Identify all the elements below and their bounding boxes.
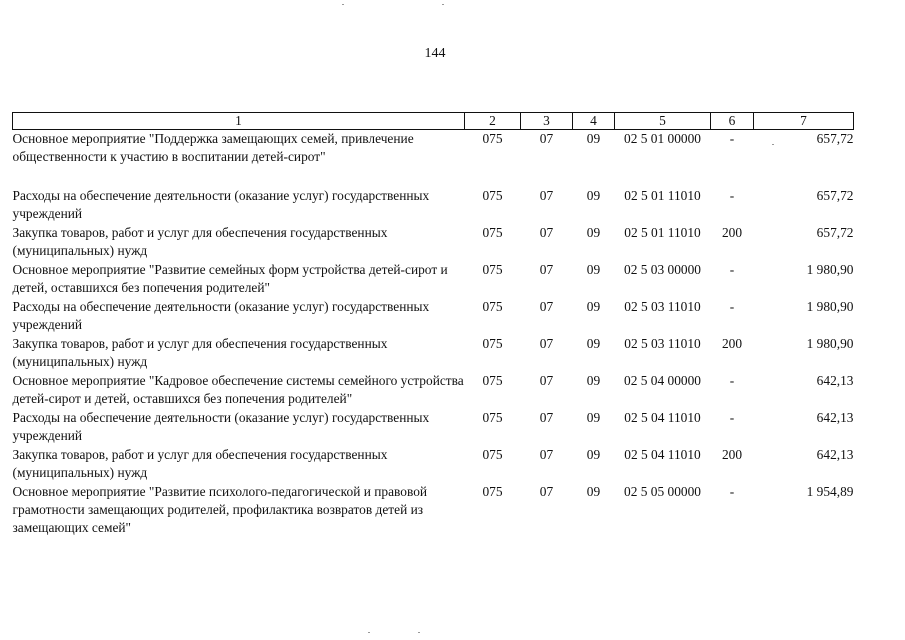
row-code-expense-type: 200 — [721, 336, 743, 351]
row-code-ministry: 075 — [482, 484, 503, 499]
row-amount: 642,13 — [816, 410, 854, 425]
row-code-section: 07 — [539, 336, 554, 351]
row-name: Расходы на обеспечение деятельности (оказание услуг) государственных учреждений — [12, 410, 430, 443]
table-row — [13, 187, 854, 224]
row-code-target: 02 5 05 00000 — [624, 484, 701, 499]
table-row — [13, 446, 854, 483]
row-code-section: 07 — [539, 484, 554, 499]
row-code-ministry: 075 — [482, 262, 503, 277]
table-row — [13, 483, 854, 538]
row-code-expense-type: - — [729, 131, 735, 146]
row-name: Закупка товаров, работ и услуг для обеспечения государственных (муниципальных) нужд — [12, 336, 388, 369]
row-code-target: 02 5 04 00000 — [624, 373, 701, 388]
row-code-subsection: 09 — [586, 410, 601, 425]
table-row — [13, 261, 854, 298]
row-code-ministry: 075 — [482, 447, 503, 462]
page-number: 144 — [424, 46, 446, 61]
row-code-subsection: 09 — [586, 299, 601, 314]
row-name: Расходы на обеспечение деятельности (оказание услуг) государственных учреждений — [12, 299, 430, 332]
scan-speck — [342, 4, 344, 5]
row-name: Закупка товаров, работ и услуг для обеспечения государственных (муниципальных) нужд — [12, 225, 388, 258]
row-code-subsection: 09 — [586, 336, 601, 351]
row-code-section: 07 — [539, 447, 554, 462]
scan-speck — [418, 632, 420, 633]
column-header-2: 2 — [465, 113, 521, 130]
scan-speck — [772, 144, 774, 145]
row-code-subsection: 09 — [586, 262, 601, 277]
row-code-ministry: 075 — [482, 410, 503, 425]
row-code-expense-type: - — [729, 373, 735, 388]
row-code-ministry: 075 — [482, 336, 503, 351]
table-header-row — [13, 113, 854, 130]
row-code-expense-type: - — [729, 262, 735, 277]
row-code-ministry: 075 — [482, 188, 503, 203]
row-code-section: 07 — [539, 188, 554, 203]
row-code-subsection: 09 — [586, 373, 601, 388]
scan-speck — [442, 4, 444, 5]
row-code-expense-type: 200 — [721, 225, 743, 240]
column-header-1: 1 — [13, 113, 465, 130]
row-code-target: 02 5 03 00000 — [624, 262, 701, 277]
table-row — [13, 372, 854, 409]
row-code-ministry: 075 — [482, 225, 503, 240]
row-code-ministry: 075 — [482, 131, 503, 146]
row-code-section: 07 — [539, 262, 554, 277]
row-code-expense-type: - — [729, 188, 735, 203]
column-header-3: 3 — [521, 113, 573, 130]
table-row — [13, 130, 854, 188]
row-amount: 642,13 — [816, 373, 854, 388]
row-code-ministry: 075 — [482, 373, 503, 388]
table-row — [13, 409, 854, 446]
row-amount: 1 980,90 — [806, 299, 854, 314]
row-code-section: 07 — [539, 225, 554, 240]
column-header-4: 4 — [573, 113, 615, 130]
row-name: Основное мероприятие "Кадровое обеспечение системы семейного устройства детей-сирот и детей, оставшихся без попечения родителей" — [12, 373, 464, 406]
row-code-target: 02 5 01 11010 — [624, 188, 701, 203]
row-code-expense-type: 200 — [721, 447, 743, 462]
table-row — [13, 298, 854, 335]
row-code-target: 02 5 04 11010 — [624, 410, 701, 425]
table-row — [13, 335, 854, 372]
row-amount: 1 954,89 — [806, 484, 854, 499]
row-amount: 1 980,90 — [806, 336, 854, 351]
scan-speck — [368, 632, 370, 633]
row-name: Закупка товаров, работ и услуг для обеспечения государственных (муниципальных) нужд — [12, 447, 388, 480]
budget-table — [12, 112, 854, 538]
column-header-6: 6 — [711, 113, 754, 130]
column-header-5: 5 — [615, 113, 711, 130]
row-code-subsection: 09 — [586, 225, 601, 240]
row-code-target: 02 5 01 00000 — [624, 131, 701, 146]
row-name: Расходы на обеспечение деятельности (оказание услуг) государственных учреждений — [12, 188, 430, 221]
column-header-7: 7 — [754, 113, 854, 130]
row-code-target: 02 5 03 11010 — [624, 336, 701, 351]
row-amount: 657,72 — [816, 225, 854, 240]
row-amount: 657,72 — [816, 131, 854, 146]
row-code-expense-type: - — [729, 299, 735, 314]
row-amount: 642,13 — [816, 447, 854, 462]
table-row — [13, 224, 854, 261]
row-name: Основное мероприятие "Поддержка замещающих семей, привлечение общественности к участию в воспитании детей-сирот" — [12, 131, 414, 164]
row-amount: 657,72 — [816, 188, 854, 203]
row-name: Основное мероприятие "Развитие семейных форм устройства детей-сирот и детей, оставшихся без попечения родителей" — [12, 262, 448, 295]
row-name: Основное мероприятие "Развитие психолого-педагогической и правовой грамотности замещающих родителей, профилактика возвратов детей из замещающих семей" — [12, 484, 428, 535]
row-code-section: 07 — [539, 131, 554, 146]
row-code-expense-type: - — [729, 410, 735, 425]
row-code-target: 02 5 04 11010 — [624, 447, 701, 462]
row-code-subsection: 09 — [586, 484, 601, 499]
row-code-subsection: 09 — [586, 188, 601, 203]
row-code-subsection: 09 — [586, 447, 601, 462]
row-code-expense-type: - — [729, 484, 735, 499]
row-code-ministry: 075 — [482, 299, 503, 314]
row-code-section: 07 — [539, 299, 554, 314]
row-code-subsection: 09 — [586, 131, 601, 146]
row-code-section: 07 — [539, 373, 554, 388]
row-code-target: 02 5 03 11010 — [624, 299, 701, 314]
row-amount: 1 980,90 — [806, 262, 854, 277]
row-code-target: 02 5 01 11010 — [624, 225, 701, 240]
row-code-section: 07 — [539, 410, 554, 425]
